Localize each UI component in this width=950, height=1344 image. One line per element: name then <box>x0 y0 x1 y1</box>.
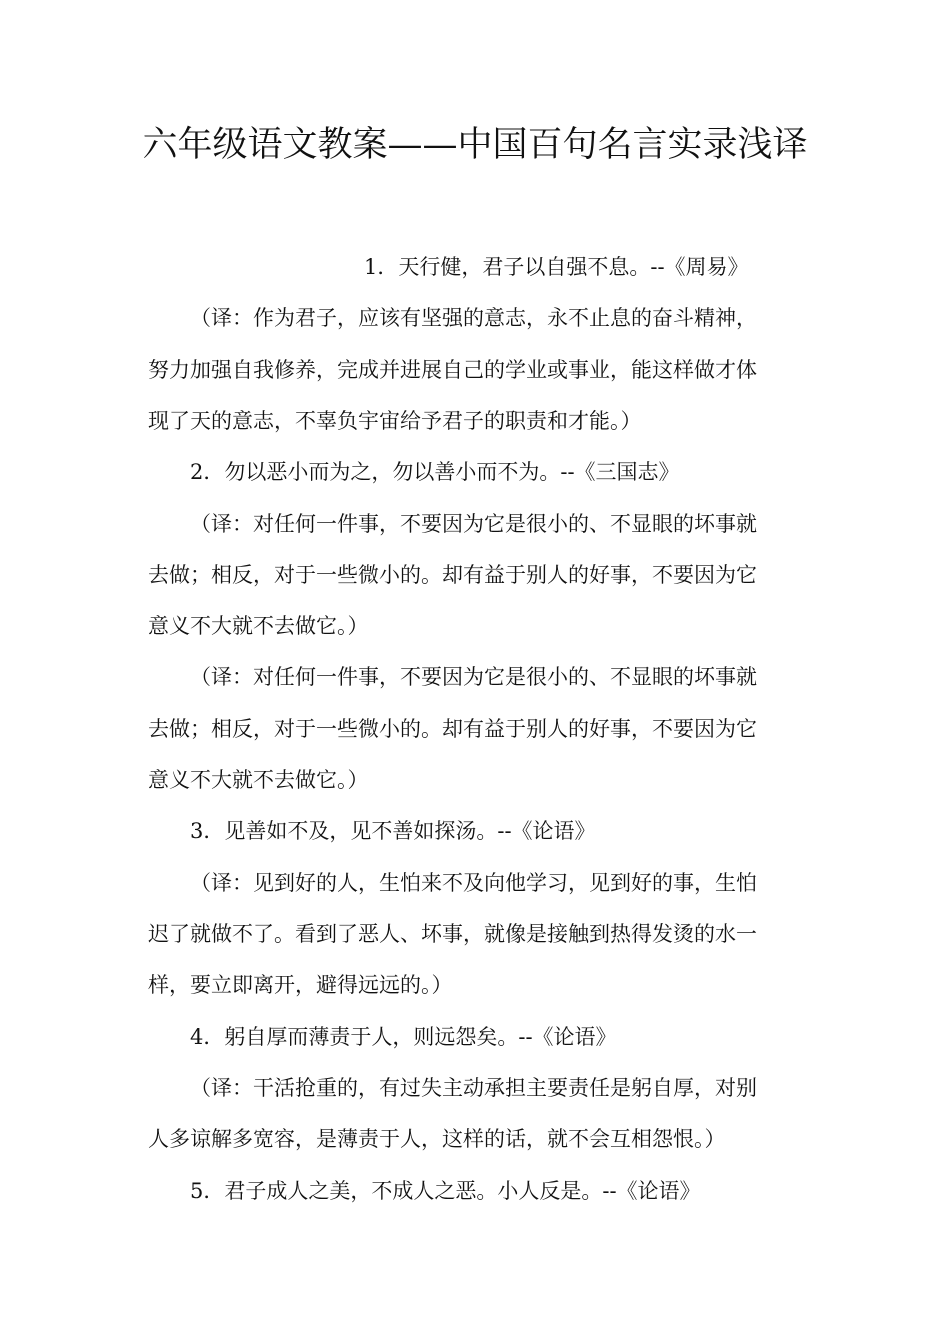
translation-2-line-1: （译：对任何一件事，不要因为它是很小的、不显眼的坏事就 <box>190 512 757 536</box>
translation-3-line-1: （译：见到好的人，生怕来不及向他学习，见到好的事，生怕 <box>190 871 757 895</box>
quote-3: 3．见善如不及，见不善如探汤。--《论语》 <box>190 819 596 843</box>
translation-2-repeat-line-2: 去做；相反，对于一些微小的。却有益于别人的好事，不要因为它 <box>148 717 757 741</box>
translation-4-line-2: 人多谅解多宽容，是薄责于人，这样的话，就不会互相怨恨。） <box>148 1127 726 1151</box>
quote-1: 1．天行健，君子以自强不息。--《周易》 <box>364 255 749 279</box>
translation-2-repeat-line-1: （译：对任何一件事，不要因为它是很小的、不显眼的坏事就 <box>190 665 757 689</box>
translation-1-line-3: 现了天的意志，不辜负宇宙给予君子的职责和才能。） <box>148 409 642 433</box>
translation-2-repeat-line-3: 意义不大就不去做它。） <box>148 768 369 792</box>
document-title: 六年级语文教案——中国百句名言实录浅译 <box>142 125 808 165</box>
translation-3-line-2: 迟了就做不了。看到了恶人、坏事，就像是接触到热得发烫的水一 <box>148 922 757 946</box>
translation-3-line-3: 样，要立即离开，避得远远的。） <box>148 973 453 997</box>
translation-4-line-1: （译：干活抢重的，有过失主动承担主要责任是躬自厚，对别 <box>190 1076 757 1100</box>
translation-2-line-2: 去做；相反，对于一些微小的。却有益于别人的好事，不要因为它 <box>148 563 757 587</box>
quote-2: 2．勿以恶小而为之，勿以善小而不为。--《三国志》 <box>190 460 680 484</box>
quote-5: 5．君子成人之美，不成人之恶。小人反是。--《论语》 <box>190 1179 701 1203</box>
translation-2-line-3: 意义不大就不去做它。） <box>148 614 369 638</box>
quote-4: 4．躬自厚而薄责于人，则远怨矣。--《论语》 <box>190 1025 617 1049</box>
translation-1-line-2: 努力加强自我修养，完成并进展自己的学业或事业，能这样做才体 <box>148 358 757 382</box>
translation-1-line-1: （译：作为君子，应该有坚强的意志，永不止息的奋斗精神， <box>190 306 757 330</box>
